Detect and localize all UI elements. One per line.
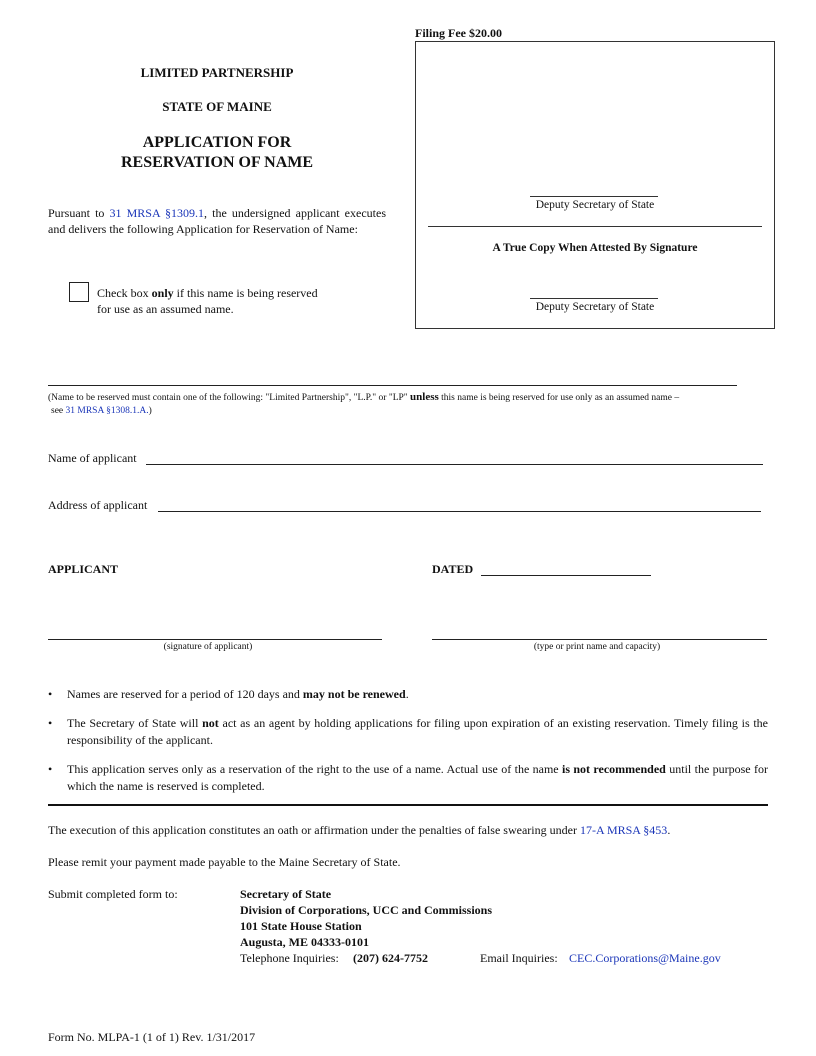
form-number-footer: Form No. MLPA-1 (1 of 1) Rev. 1/31/2017	[48, 1030, 256, 1044]
submit-label: Submit completed form to:	[48, 887, 178, 901]
reserved-name-input[interactable]	[48, 377, 737, 386]
bullet-reservation-only: • This application serves only as a reservation of the right to the use of a name. Actual use of the name is not recommended until the purpose for which the name is reserved is completed.	[48, 762, 768, 793]
bullet-dot-icon: •	[48, 687, 53, 701]
address-of-applicant-input[interactable]	[158, 499, 761, 512]
dated-label: DATED	[432, 562, 474, 576]
submit-address-line4: Augusta, ME 04333-0101	[240, 935, 370, 949]
form-title-line2: RESERVATION OF NAME	[120, 154, 314, 171]
applicant-signature-input[interactable]	[48, 625, 382, 640]
applicant-heading: APPLICANT	[48, 562, 119, 576]
deputy-signature-line-2	[530, 298, 658, 299]
bullet-no-agent: • The Secretary of State will not act as an agent by holding applications for filing upon expiration of an existing reservation. Timely filing is the responsibility of the applicant.	[48, 716, 768, 747]
bullet-dot-icon: •	[48, 762, 53, 776]
email-label: Email Inquiries:	[480, 951, 558, 965]
deputy-secretary-label-1: Deputy Secretary of State	[535, 199, 655, 211]
signature-caption: (signature of applicant)	[163, 642, 253, 652]
assumed-name-checkbox[interactable]	[69, 282, 89, 302]
telephone-number: (207) 624-7752	[353, 951, 428, 965]
true-copy-label: A True Copy When Attested By Signature	[492, 242, 698, 254]
checkbox-label: Check box only if this name is being reserved for use as an assumed name.	[97, 286, 318, 316]
header-state: STATE OF MAINE	[162, 99, 272, 114]
remit-instructions: Please remit your payment made payable to the Maine Secretary of State.	[48, 855, 401, 869]
submit-address-line1: Secretary of State	[240, 887, 332, 901]
oath-statement: The execution of this application constitutes an oath or affirmation under the penalties of false swearing under 17-A MRSA §453.	[48, 823, 671, 837]
statute-link-1309[interactable]: 31 MRSA §1309.1	[109, 206, 205, 220]
deputy-signature-line-1	[530, 196, 658, 197]
telephone-label: Telephone Inquiries:	[240, 951, 339, 965]
stamp-box-divider	[428, 226, 762, 227]
form-title-line1: APPLICATION FOR	[142, 134, 292, 151]
section-divider	[48, 804, 768, 806]
filing-fee: Filing Fee $20.00	[415, 26, 502, 40]
printed-name-caption: (type or print name and capacity)	[533, 642, 661, 652]
email-link[interactable]: CEC.Corporations@Maine.gov	[569, 951, 721, 965]
submit-address-line2: Division of Corporations, UCC and Commissions	[240, 903, 493, 917]
bullet-reservation-period: • Names are reserved for a period of 120 days and may not be renewed.	[48, 687, 409, 701]
filing-stamp-box	[415, 41, 775, 329]
statute-link-453[interactable]: 17-A MRSA §453	[579, 823, 668, 837]
deputy-secretary-label-2: Deputy Secretary of State	[535, 301, 655, 313]
bullet-dot-icon: •	[48, 716, 53, 730]
header-limited-partnership: LIMITED PARTNERSHIP	[140, 65, 294, 80]
name-of-applicant-input[interactable]	[146, 452, 763, 465]
name-requirement-note: (Name to be reserved must contain one of the following: "Limited Partnership", "L.P." or "LP" unless this name is being reserved for use only as an assumed name – see 31 MRSA §1308.1.A.)	[48, 391, 680, 416]
printed-name-input[interactable]	[432, 625, 767, 640]
submit-address-line3: 101 State House Station	[240, 919, 362, 933]
dated-input[interactable]	[481, 563, 651, 576]
name-of-applicant-label: Name of applicant	[48, 451, 137, 465]
address-of-applicant-label: Address of applicant	[48, 498, 148, 512]
intro-paragraph: Pursuant to 31 MRSA §1309.1, the undersigned applicant executes and delivers the following Application for Reservation of Name:	[48, 206, 386, 236]
statute-link-1308[interactable]: 31 MRSA §1308.1.A.	[65, 406, 149, 416]
